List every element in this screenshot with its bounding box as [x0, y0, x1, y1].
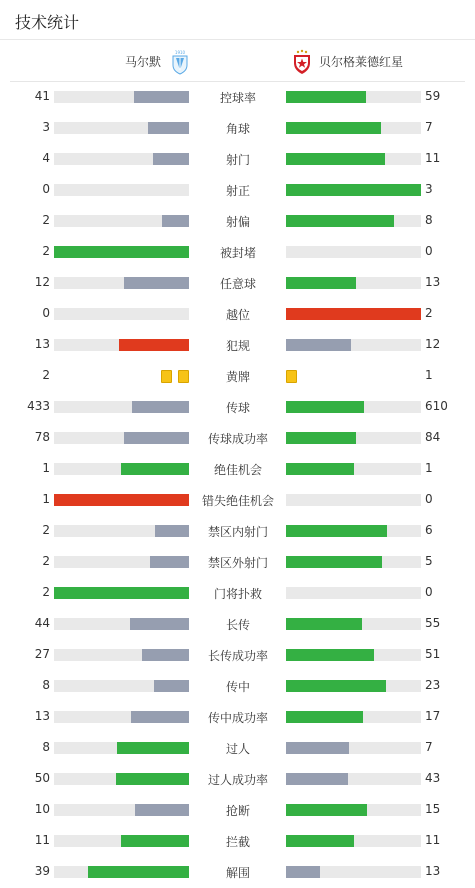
away-bar-track	[286, 246, 421, 258]
home-bar-fill	[132, 401, 189, 413]
stat-label: 拦截	[225, 835, 250, 849]
home-value: 2	[42, 213, 50, 227]
home-bar-track	[54, 184, 189, 196]
home-bar-track	[54, 401, 189, 413]
home-value: 12	[34, 275, 50, 289]
stat-row	[0, 671, 475, 702]
away-team-name: 贝尔格莱德红星	[319, 55, 404, 69]
away-bar-track	[286, 556, 421, 568]
away-bar-fill	[286, 277, 356, 289]
stat-label: 门将扑救	[213, 587, 262, 601]
home-bar-fill	[121, 835, 189, 847]
home-bar-track	[54, 246, 189, 258]
away-value: 13	[425, 864, 441, 878]
away-value: 8	[425, 213, 433, 227]
away-value: 15	[425, 802, 441, 816]
stats-table	[0, 82, 475, 888]
home-bar-fill	[130, 618, 189, 630]
away-value: 610	[425, 399, 448, 413]
home-bar-fill	[135, 804, 189, 816]
home-value: 4	[42, 151, 50, 165]
stat-label: 被封堵	[219, 246, 256, 260]
stat-row	[0, 547, 475, 578]
stat-label: 禁区内射门	[207, 525, 268, 539]
away-bar-track	[286, 618, 421, 630]
away-bar-track	[286, 525, 421, 537]
away-value: 23	[425, 678, 441, 692]
stat-label: 解围	[225, 866, 250, 880]
away-value: 1	[425, 368, 433, 382]
stat-row	[0, 578, 475, 609]
away-bar-track	[286, 835, 421, 847]
stat-row	[0, 764, 475, 795]
away-bar-track	[286, 804, 421, 816]
away-bar-fill	[286, 339, 351, 351]
away-team[interactable]	[292, 41, 403, 82]
home-value: 433	[27, 399, 50, 413]
page-title: 技术统计	[15, 13, 80, 32]
away-value: 0	[425, 244, 433, 258]
away-bar-fill	[286, 91, 366, 103]
home-bar-fill	[121, 463, 189, 475]
home-bar-fill	[117, 742, 189, 754]
away-value: 17	[425, 709, 441, 723]
yellow-card-icon	[161, 370, 172, 383]
home-value: 3	[42, 120, 50, 134]
away-bar-fill	[286, 308, 421, 320]
away-value: 2	[425, 306, 433, 320]
stat-row	[0, 795, 475, 826]
home-value: 0	[42, 182, 50, 196]
home-value: 39	[34, 864, 50, 878]
stat-label: 犯规	[225, 339, 250, 353]
home-value: 8	[42, 740, 50, 754]
home-bar-fill	[150, 556, 189, 568]
home-team[interactable]	[125, 41, 190, 82]
home-value: 13	[34, 709, 50, 723]
away-value: 84	[425, 430, 441, 444]
away-bar-fill	[286, 804, 367, 816]
red-star-crest-icon	[292, 49, 312, 75]
stat-label: 射正	[225, 184, 250, 198]
stat-label: 传中成功率	[207, 711, 268, 725]
stat-row	[0, 82, 475, 113]
away-value: 0	[425, 585, 433, 599]
away-bar-fill	[286, 711, 363, 723]
away-bar-fill	[286, 215, 394, 227]
away-bar-fill	[286, 773, 348, 785]
stat-label: 长传	[225, 618, 250, 632]
away-value: 11	[425, 833, 441, 847]
stat-row	[0, 392, 475, 423]
teams-header	[10, 41, 465, 82]
home-value: 2	[42, 523, 50, 537]
home-bar-track	[54, 525, 189, 537]
home-bar-track	[54, 463, 189, 475]
away-bar-track	[286, 122, 421, 134]
away-bar-fill	[286, 184, 421, 196]
away-yellow-cards	[286, 370, 297, 383]
away-bar-fill	[286, 463, 354, 475]
stat-row	[0, 237, 475, 268]
home-bar-fill	[116, 773, 189, 785]
away-bar-track	[286, 711, 421, 723]
home-bar-track	[54, 494, 189, 506]
away-value: 12	[425, 337, 441, 351]
home-bar-track	[54, 277, 189, 289]
home-bar-track	[54, 432, 189, 444]
stat-label: 过人成功率	[207, 773, 268, 787]
home-bar-fill	[155, 525, 189, 537]
home-bar-fill	[142, 649, 189, 661]
home-value: 2	[42, 244, 50, 258]
stat-row	[0, 609, 475, 640]
home-bar-track	[54, 680, 189, 692]
away-bar-fill	[286, 525, 387, 537]
home-bar-fill	[124, 277, 189, 289]
header	[0, 0, 475, 40]
yellow-card-icon	[286, 370, 297, 383]
away-value: 7	[425, 740, 433, 754]
away-bar-track	[286, 91, 421, 103]
home-team-name: 马尔默	[125, 55, 162, 69]
away-bar-fill	[286, 742, 349, 754]
home-bar-track	[54, 587, 189, 599]
away-bar-track	[286, 308, 421, 320]
away-bar-track	[286, 184, 421, 196]
home-bar-track	[54, 122, 189, 134]
svg-text:1910: 1910	[174, 49, 186, 55]
stat-label: 黄牌	[225, 370, 250, 384]
stat-label: 传中	[225, 680, 250, 694]
stat-row	[0, 857, 475, 888]
stat-label: 角球	[225, 122, 250, 136]
stat-label: 过人	[225, 742, 250, 756]
away-bar-fill	[286, 432, 356, 444]
stat-row	[0, 454, 475, 485]
home-bar-track	[54, 618, 189, 630]
away-value: 13	[425, 275, 441, 289]
away-value: 59	[425, 89, 441, 103]
home-bar-track	[54, 773, 189, 785]
home-bar-track	[54, 711, 189, 723]
home-bar-track	[54, 742, 189, 754]
home-value: 1	[42, 461, 50, 475]
home-value: 0	[42, 306, 50, 320]
home-value: 13	[34, 337, 50, 351]
home-value: 10	[34, 802, 50, 816]
stat-row	[0, 268, 475, 299]
away-value: 7	[425, 120, 433, 134]
away-bar-fill	[286, 866, 320, 878]
home-bar-fill	[131, 711, 189, 723]
stat-row	[0, 330, 475, 361]
stat-label: 越位	[225, 308, 250, 322]
stat-label: 长传成功率	[207, 649, 268, 663]
away-bar-track	[286, 432, 421, 444]
home-value: 78	[34, 430, 50, 444]
home-bar-track	[54, 556, 189, 568]
home-bar-track	[54, 153, 189, 165]
home-value: 50	[34, 771, 50, 785]
home-value: 1	[42, 492, 50, 506]
away-bar-fill	[286, 680, 386, 692]
stat-row	[0, 826, 475, 857]
stat-label: 传球成功率	[207, 432, 268, 446]
home-bar-fill	[153, 153, 189, 165]
home-bar-track	[54, 91, 189, 103]
stat-row	[0, 516, 475, 547]
away-bar-fill	[286, 618, 362, 630]
away-bar-track	[286, 463, 421, 475]
away-bar-track	[286, 339, 421, 351]
away-bar-fill	[286, 649, 374, 661]
stat-label: 控球率	[219, 91, 256, 105]
home-value: 2	[42, 554, 50, 568]
away-bar-track	[286, 215, 421, 227]
home-bar-track	[54, 835, 189, 847]
stat-label: 抢断	[225, 804, 250, 818]
home-value: 11	[34, 833, 50, 847]
away-value: 5	[425, 554, 433, 568]
stat-label: 传球	[225, 401, 250, 415]
away-bar-track	[286, 742, 421, 754]
home-bar-fill	[119, 339, 189, 351]
away-bar-track	[286, 494, 421, 506]
home-bar-fill	[54, 246, 189, 258]
home-bar-fill	[154, 680, 189, 692]
away-value: 51	[425, 647, 441, 661]
home-bar-track	[54, 308, 189, 320]
home-value: 8	[42, 678, 50, 692]
away-bar-fill	[286, 401, 364, 413]
away-value: 1	[425, 461, 433, 475]
stat-row	[0, 144, 475, 175]
stat-row	[0, 733, 475, 764]
malmo-crest-icon	[170, 49, 190, 75]
away-bar-track	[286, 153, 421, 165]
home-bar-track	[54, 649, 189, 661]
away-value: 3	[425, 182, 433, 196]
away-bar-fill	[286, 835, 354, 847]
away-value: 43	[425, 771, 441, 785]
stat-row	[0, 206, 475, 237]
stat-row	[0, 113, 475, 144]
away-value: 11	[425, 151, 441, 165]
stat-label: 禁区外射门	[207, 556, 268, 570]
home-bar-fill	[88, 866, 189, 878]
away-bar-track	[286, 866, 421, 878]
stat-label: 射偏	[225, 215, 250, 229]
yellow-card-icon	[178, 370, 189, 383]
home-bar-track	[54, 804, 189, 816]
away-value: 55	[425, 616, 441, 630]
home-value: 2	[42, 585, 50, 599]
home-bar-fill	[124, 432, 189, 444]
away-value: 6	[425, 523, 433, 537]
home-bar-fill	[134, 91, 189, 103]
away-bar-track	[286, 587, 421, 599]
away-value: 0	[425, 492, 433, 506]
away-bar-track	[286, 773, 421, 785]
stat-row	[0, 702, 475, 733]
home-bar-fill	[54, 494, 189, 506]
home-bar-track	[54, 215, 189, 227]
away-bar-fill	[286, 556, 382, 568]
home-bar-track	[54, 866, 189, 878]
home-value: 41	[34, 89, 50, 103]
stat-row	[0, 175, 475, 206]
stat-label: 任意球	[219, 277, 256, 291]
away-bar-track	[286, 277, 421, 289]
stat-label: 错失绝佳机会	[201, 494, 274, 508]
stat-row	[0, 640, 475, 671]
away-bar-track	[286, 401, 421, 413]
away-bar-track	[286, 649, 421, 661]
stat-row	[0, 361, 475, 392]
stat-row	[0, 485, 475, 516]
stat-row	[0, 423, 475, 454]
away-bar-fill	[286, 122, 381, 134]
home-yellow-cards	[161, 370, 189, 383]
away-bar-fill	[286, 153, 385, 165]
stat-label: 射门	[225, 153, 250, 167]
home-bar-fill	[54, 587, 189, 599]
away-bar-track	[286, 680, 421, 692]
home-bar-fill	[162, 215, 189, 227]
home-bar-track	[54, 339, 189, 351]
home-value: 2	[42, 368, 50, 382]
home-value: 44	[34, 616, 50, 630]
home-value: 27	[34, 647, 50, 661]
home-bar-fill	[148, 122, 189, 134]
stat-row	[0, 299, 475, 330]
stat-label: 绝佳机会	[213, 463, 262, 477]
